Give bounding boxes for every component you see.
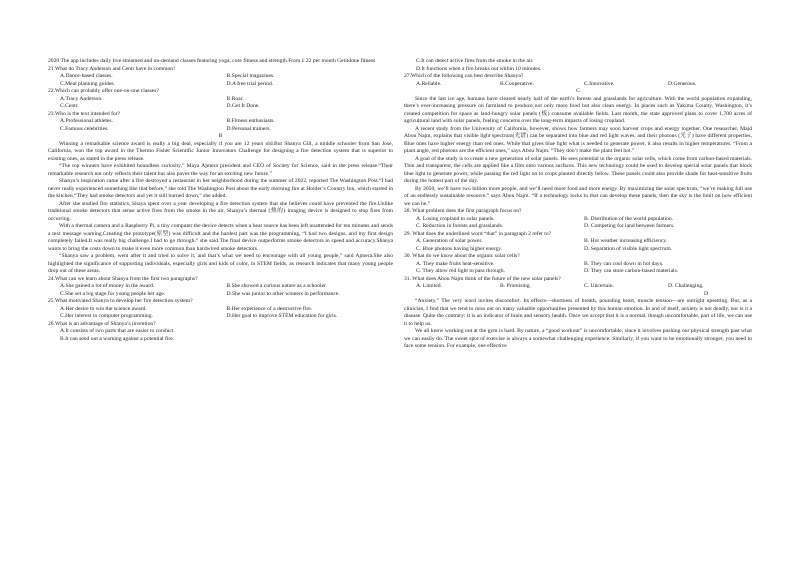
passage-b-paragraph: After she studied fire statistics, Shaya spent over a year developing a fire detection system that she believes could have prevented the fire.Unlike traditional smoke detectors that sense active fires from the smoke in the air, Shanya’s thermal (热的) imaging device is designed to stop fires from occurring.: [48, 200, 393, 222]
passage-c-paragraph: By 2050, we’ll have two billion more people, and we’ll need more food and more energy. By maximizing the solar spectrum, “we’re making full use of an endlessly sustainable resource,” says Abou Najm. “If a technology locks in that can develop these panels, then the sky is the limit on how efficient we can be.”: [404, 185, 752, 207]
passage-d-paragraph: “Anxiety.” The very word invites discomfort. Its effects—shortness of breath, pounding heart, muscle tension—are outright upsetting. But, as a clinician, I find that we tend to miss out on many valuable opportunities presented by this human emotion. In and of itself, anxiety is not deadly, nor is it a disease. Quite the contrary: it is an indicator of brain and sensory health. Once we accept that it is a normal, though uncomfortable, part of life, we can use it to help us.: [404, 298, 752, 327]
option: D.Her goal to improve STEM education for girls.: [226, 313, 338, 319]
passage-d-paragraph: We all know working out at the gym is hard. By nature, a “good workout” is uncomfortable, since it involves pushing our physical strength past what we can easily do. The sweet spot of exercise is always a somewhat challenging experience. Similarly, if you want to be emotionally stronger, you need to face some tension. For example, one effective: [404, 328, 752, 349]
passage-c-paragraph: A recent study from the University of California, however, shows how farmers may soon harvest crops and energy together. One researcher, Majd Abou Najm, explains that visible light spectrum(光谱) can be separated into blue and red light waves, and their photons (光子) have different properties. Blue ones have higher energy than red ones. While that gives blue light what is needed to generate power, it also results in higher temperatures. “From a plant angle, red photons are the efficient ones,” says Abou Najm. “They don’t make the plant feel hot.”: [404, 125, 752, 154]
option: B. Hot weather increasing efficiency.: [584, 238, 668, 244]
option: B. They can cool down in hot days.: [584, 260, 664, 267]
option: C.It can detect active fires from the smoke in the air.: [416, 58, 534, 64]
question-23-options: [48, 118, 393, 133]
option: D. Challenging.: [668, 283, 704, 289]
question-29-options: [404, 238, 752, 253]
passage-b-paragraph: Winning a remarkable science award is really a big deal, especially if you are 12 years old.But Shanya Gill, a middle schooler from San Jose, California, won the top award in the Thermo Fisher Scientific Junior Innovators Challenge for designing a fire detection system that is superior to existing ones, as stated in the press release.: [48, 140, 393, 162]
question-29: 29. What does the underlined word “that” in paragraph 2 refer to?: [404, 230, 552, 237]
question-26: 26.What is an advantage of Shanya’s invention?: [48, 320, 156, 327]
ad-intro-text: 2020 The app includes daily live streamed and on-demand classes featuring yoga, core fitness and strength.From £ 22 per month Getitdone fitness: [48, 58, 376, 64]
option: B.Special magazines.: [226, 73, 275, 79]
section-label-d: D: [704, 290, 709, 297]
left-column: [48, 58, 393, 343]
question-27: 27.Which of the following can best describe Shanya?: [404, 73, 524, 79]
question-21-options: [48, 73, 393, 88]
question-25-options: [48, 306, 393, 321]
option: C.Innovative.: [584, 80, 615, 87]
question-31-options: [404, 283, 752, 291]
passage-b-paragraph: “The top winners have exhibited boundless curiosity,” Maya Ajmera president and CEO of Society for Science, said in the press release.“Their remarkable research not only reflects their talent but also paves the way for an exciting new future.”: [48, 163, 393, 177]
passage-b-paragraph: With a thermal camera and a Raspberry Pi, a tiny computer the device detects when a heat source has been left unattended for ten minutes and sends a text message warning.Creating the prototype(原型) was difficult and the hardest part was the programming, “I had two designs, and my first design completely failed.It was really big challenge.I had to go through.” she said.The final device outperforms smoke detectors in speed and accuracy.Shanya wants to bring the costs down to make it even more common than hardwired smoke detectors.: [48, 223, 393, 252]
option: A.Her desire to win the science award.: [60, 305, 147, 312]
option: C.Centr.: [60, 103, 79, 109]
option: C. They allow red light to pass through.: [416, 268, 505, 274]
option: C.Famous celebrities.: [60, 125, 109, 132]
option: A.Tracy Anderson.: [60, 95, 103, 102]
question-22: 22.Which can probably offer one-on-one classes?: [48, 88, 159, 94]
option: B.It can send out a warning against a potential fire.: [60, 335, 175, 342]
option: D.She was junior to other winners in performance.: [226, 290, 340, 297]
option: B.Her experience of a destructive fire.: [226, 305, 313, 312]
option: D. They can store carbon-based materials.: [584, 268, 679, 274]
passage-b-paragraph: “Shanya saw a problem, went after it and tried to solve it, and that’s what we need to encourage with all young people,” said Ajmera.She also highlighted the significance of supporting individuals, especially girls and kids of color, in STEM fields, as research indicates that many young people drop out of these areas.: [48, 253, 393, 274]
option: D. Competing for land between farmers.: [584, 223, 675, 229]
option: D.Personal trainers.: [226, 125, 271, 132]
question-31: 31. What does Abou Najm think of the future of the new solar panels?: [404, 275, 561, 282]
option: A.She gained a lot of money in the award.: [60, 283, 155, 289]
question-28: 28. What problem does the first paragraph focus on?: [404, 208, 522, 214]
option: D.Get It Done.: [226, 103, 260, 109]
option: D. Separation of visible light spectrum.: [584, 245, 673, 252]
question-23: 23.Who is the text intended for?: [48, 110, 121, 117]
question-25: 25.What motivated Shanya to develop her fire detection system?: [48, 298, 193, 304]
question-24-options: [48, 283, 393, 298]
question-26-options-continued: [404, 58, 752, 73]
passage-b-paragraph: Shanya’s inspiration came after a fire destroyed a restaurant in her neighborhood during the summer of 2022, reported The Washington Post.“I had never really experienced something like that before,” she told The Washington Post about the early morning fire at Holder’s Country Inn, which started in the kitchen.“They had smoke detectors and yet it still burned down,” she added.: [48, 178, 393, 199]
question-22-options: [48, 96, 393, 111]
option: B. Promising.: [500, 283, 531, 289]
question-30-options: [404, 261, 752, 276]
option: D.Generous.: [668, 80, 697, 87]
option: A.Professional athletes.: [60, 118, 113, 124]
passage-c-paragraph: A goal of the study is to create a new generation of solar panels. He sees potential in the organic solar cells, which come from carbon-based materials. Thin and transparent, the cells are applied like a film onto various surfaces. This new technology could be used to develop special solar panels that block blue light to generate power, while passing the red light on to crops planted directly below. These panels could also provide shade for heat-sensitive fruits during the hottest part of the day.: [404, 155, 752, 184]
option: C. Uncertain.: [584, 283, 614, 289]
option: B.Fitness enthusiasts.: [226, 118, 275, 124]
option: A. Generation of solar power.: [416, 238, 483, 244]
option: C. Reduction in forests and grasslands.: [416, 223, 504, 229]
option: A.Dance-based classes.: [60, 73, 113, 79]
option: B.She showed a curious nature as a schooler.: [226, 283, 328, 289]
option: C.Her interest in computer programming.: [60, 313, 153, 319]
option: A. Losing cropland to solar panels.: [416, 215, 495, 222]
question-27-options: [404, 81, 752, 89]
option: C.Meal planning guides.: [60, 80, 115, 87]
question-26-options: [48, 328, 393, 343]
option: A. They make fruits heat-sensitive.: [416, 260, 495, 267]
section-label-b: B: [218, 133, 223, 139]
question-30: 30. What do we know about the organic solar cells?: [404, 253, 520, 259]
section-label-c: C: [576, 88, 580, 94]
question-24: 24.What can we learn about Shanya from the first two paragraphs?: [48, 275, 198, 282]
option: A.Reliable.: [416, 80, 442, 87]
option: B. Distribution of the world population.: [584, 215, 674, 222]
option: C. Blue photons having higher energy.: [416, 245, 503, 252]
option: D.It functions when a fire breaks out within 10 minutes.: [416, 65, 542, 72]
option: B.Cooperative.: [500, 80, 534, 87]
right-column: [404, 58, 752, 351]
question-21: 21.What do Tracy Anderson and Centr have in common?: [48, 65, 176, 72]
question-28-options: [404, 216, 752, 231]
option: D.A free trial period.: [226, 80, 274, 87]
passage-c-paragraph: Since the last ice age, humans have cleared nearly half of the earth’s forests and grasslands for agriculture. With the world population expanding, there’s ever-increasing pressure on farmland to produce not only more food but also clean energy. In places such as Yakima County, Washington, it’s created competition for space as land-hungry solar panels (板) consume available fields. Last month, the state approved plans to cover 1,700 acres of agricultural land with solar panels, fueling concerns over the long-term impacts of losing cropland.: [404, 95, 752, 124]
option: A.It consists of two parts that are easier to conduct.: [60, 328, 175, 334]
option: A. Limited.: [416, 283, 442, 289]
option: B.Roar.: [226, 95, 244, 102]
option: C.She set a big stage for young people her age.: [60, 290, 166, 297]
